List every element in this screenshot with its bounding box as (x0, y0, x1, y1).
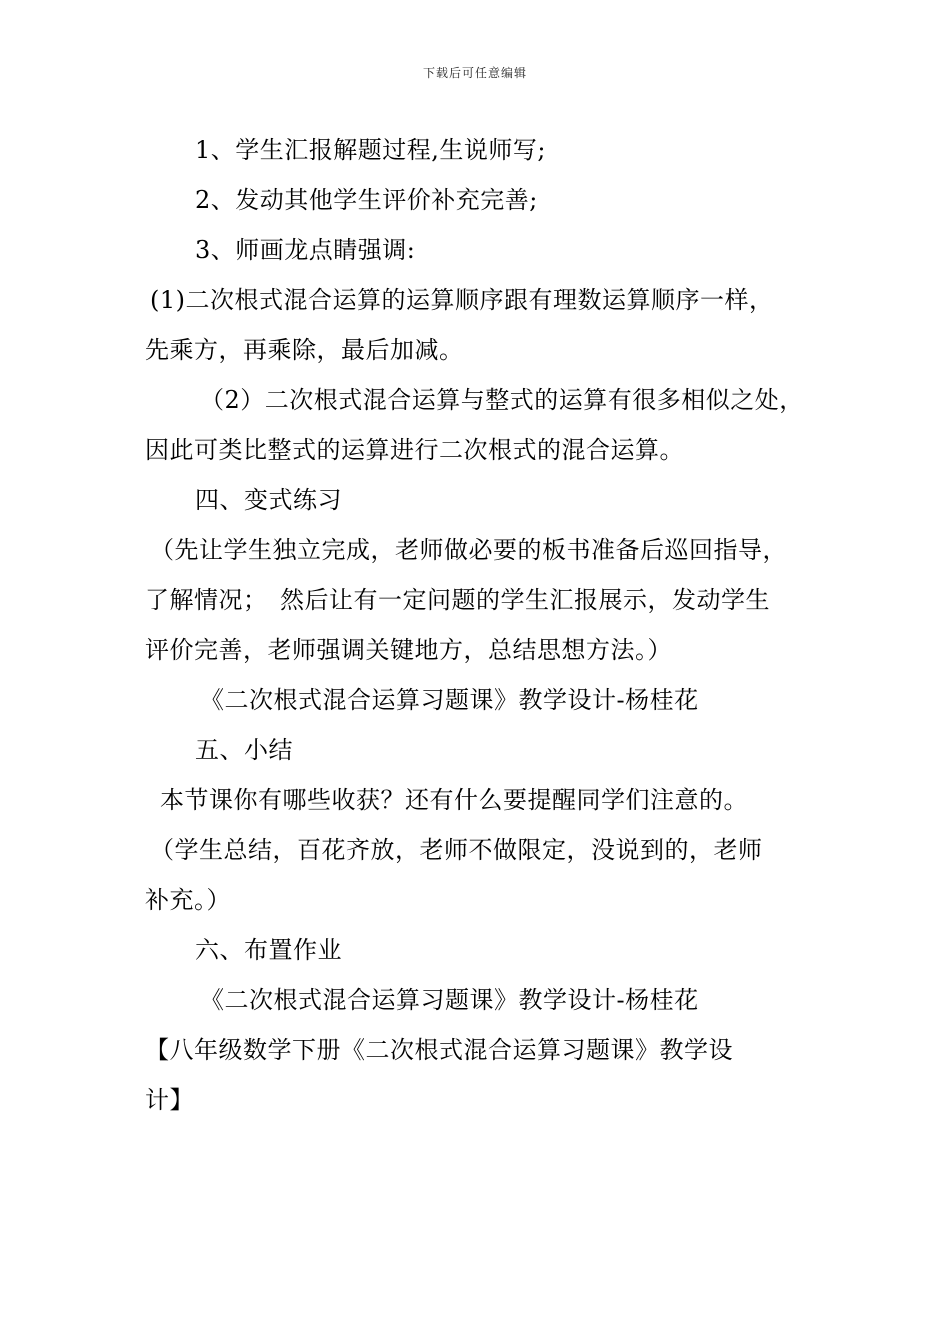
text-line-14: 本节课你有哪些收获？还有什么要提醒同学们注意的。 (160, 786, 748, 814)
text-line-7: 因此可类比整式的运算进行二次根式的混合运算。 (145, 436, 684, 464)
text-line-6: （2）二次根式混合运算与整式的运算有很多相似之处， (200, 386, 804, 414)
text-line-19: 【八年级数学下册《二次根式混合运算习题课》教学设 (145, 1036, 733, 1064)
text-line-11: 评价完善，老师强调关键地方，总结思想方法。） (145, 636, 672, 664)
text-line-2: 2、发动其他学生评价补充完善; (195, 186, 538, 214)
section-heading-homework: 六、布置作业 (195, 936, 342, 964)
page-header-note: 下载后可任意编辑 (422, 66, 527, 80)
text-line-1: 1、学生汇报解题过程,生说师写; (195, 136, 546, 164)
text-line-4: (1)二次根式混合运算的运算顺序跟有理数运算顺序一样， (150, 286, 774, 314)
text-line-16: 补充。） (145, 886, 231, 914)
text-line-3: 3、师画龙点睛强调: (195, 236, 416, 264)
text-line-12: 《二次根式混合运算习题课》教学设计-杨桂花 (200, 686, 699, 714)
text-line-9: （先让学生独立完成，老师做必要的板书准备后巡回指导， (150, 536, 787, 564)
text-line-20: 计】 (145, 1086, 194, 1114)
section-heading-summary: 五、小结 (195, 736, 293, 764)
section-heading-variant-practice: 四、变式练习 (195, 486, 342, 514)
text-line-15: （学生总结，百花齐放，老师不做限定，没说到的，老师 (150, 836, 763, 864)
text-line-18: 《二次根式混合运算习题课》教学设计-杨桂花 (200, 986, 699, 1014)
text-line-10: 了解情况； 然后让有一定问题的学生汇报展示，发动学生 (145, 586, 770, 614)
text-line-5: 先乘方，再乘除，最后加减。 (145, 336, 464, 364)
